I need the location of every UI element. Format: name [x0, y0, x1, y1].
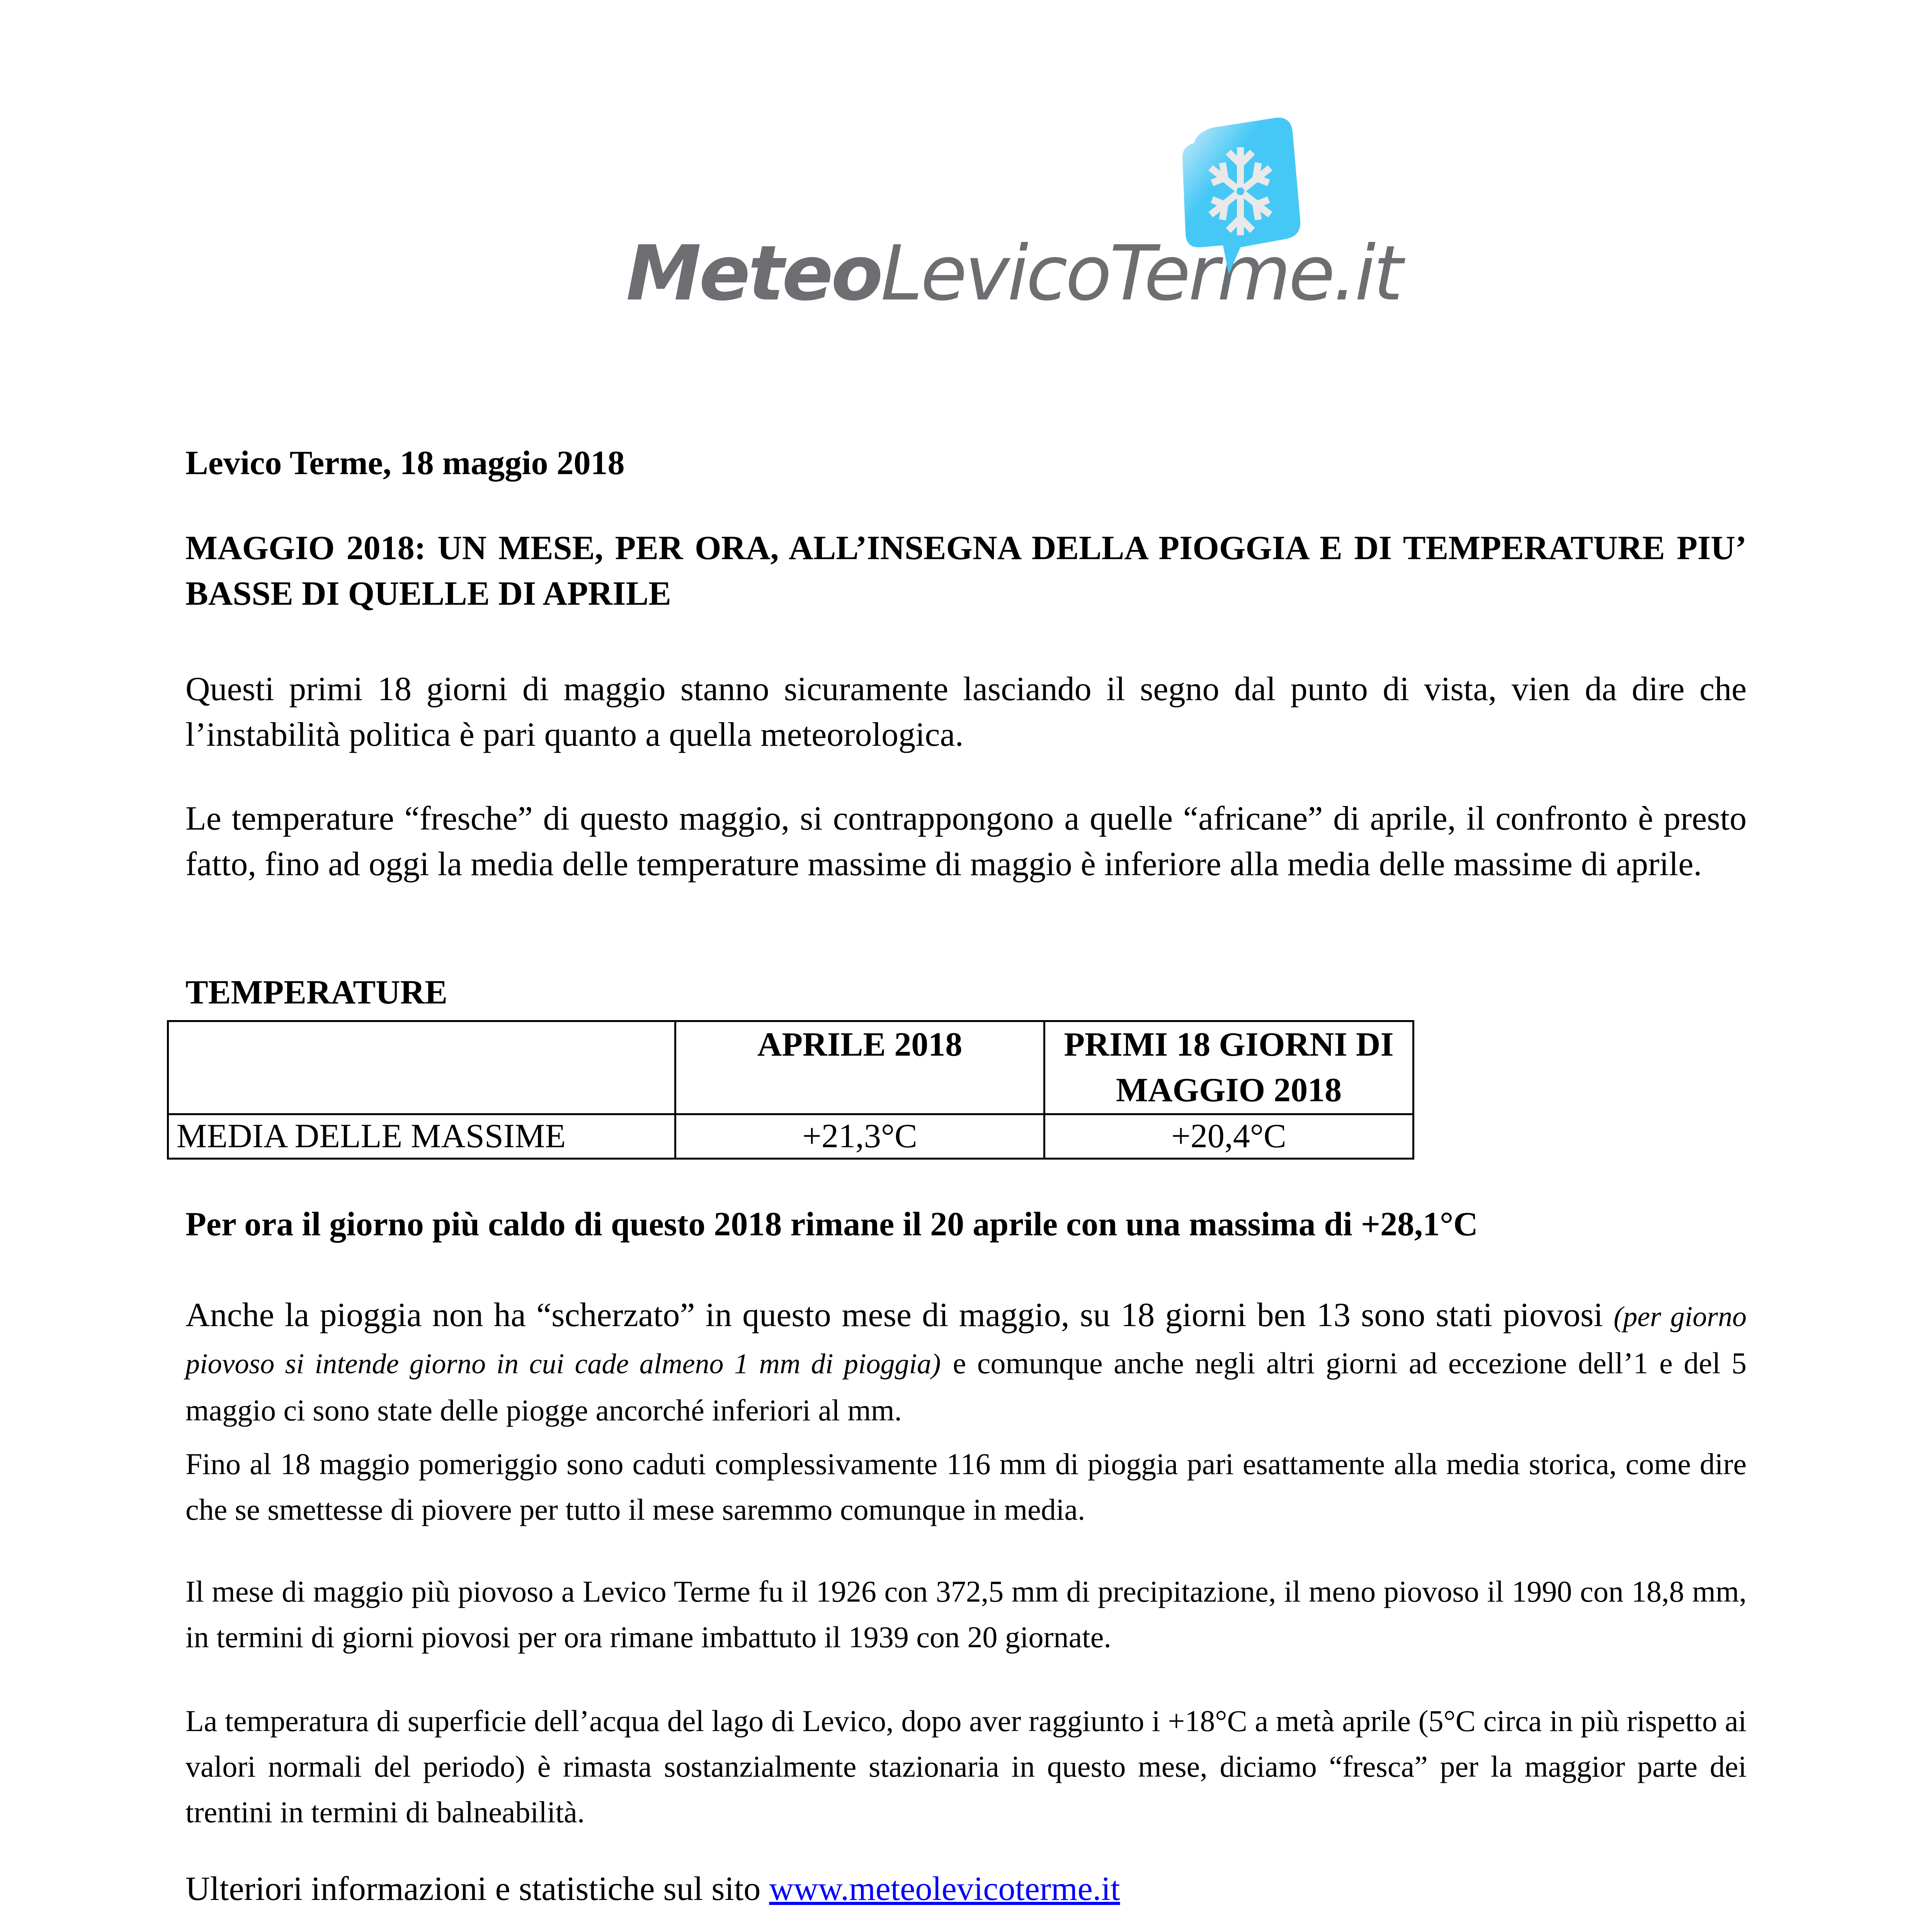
table-cell-april-value: +21,3°C [675, 1114, 1044, 1159]
table-row [168, 1114, 1414, 1159]
logo-text-bold: Meteo [626, 230, 881, 318]
logo-text-regular: LevicoTerme.it [881, 230, 1401, 318]
more-info-line [185, 1866, 1747, 1912]
hottest-day-statement: Per ora il giorno più caldo di questo 2018 rimane il 20 aprile con una massima di +28,1°C [185, 1206, 1478, 1243]
lake-temperature-paragraph: La temperatura di superficie dell’acqua del lago di Levico, dopo aver raggiunto i +18°C a metà aprile (5°C circa in più rispetto ai valori normali del periodo) è rimasta sostanzialmente stazionaria in questo mese, diciamo “fresca” per la maggior parte dei trentini in termini di balneabilità. [185, 1704, 1747, 1829]
table-header-row [168, 1021, 1414, 1114]
table-header-april: APRILE 2018 [675, 1021, 1044, 1114]
table-cell-may-value: +20,4°C [1044, 1114, 1414, 1159]
rain-rest: e comunque anche negli altri giorni ad eccezione dell’1 e del 5 maggio ci sono state delle piogge ancorché inferiori al mm. [185, 1346, 1747, 1427]
rain-total-paragraph: Fino al 18 maggio pomeriggio sono caduti complessivamente 116 mm di pioggia pari esattamente alla media storica, come dire che se smettesse di piovere per tutto il mese saremmo comunque in media. [185, 1447, 1747, 1526]
snowflake-speech-bubble-icon [1179, 116, 1302, 278]
rain-intro: Anche la pioggia non ha “scherzato” in questo mese di maggio, su 18 giorni ben 13 sono stati piovosi [185, 1296, 1603, 1334]
rain-records-paragraph: Il mese di maggio più piovoso a Levico Terme fu il 1926 con 372,5 mm di precipitazione, il meno piovoso il 1990 con 18,8 mm, in termini di giorni piovosi per ora rimane imbattuto il 1939 con 20 giornate. [185, 1575, 1747, 1654]
temperature-table [167, 1020, 1414, 1160]
date-line: Levico Terme, 18 maggio 2018 [185, 444, 625, 482]
site-logo [626, 108, 1401, 325]
table-header-empty [168, 1021, 675, 1114]
temperature-comparison-paragraph: Le temperature “fresche” di questo maggio, si contrappongono a quelle “africane” di aprile, il confronto è presto fatto, fino ad oggi la media delle temperature massime di maggio è inferiore alla media delle massime di aprile. [185, 800, 1747, 883]
temperature-section-heading: TEMPERATURE [185, 974, 447, 1011]
table-header-may: PRIMI 18 GIORNI DI MAGGIO 2018 [1044, 1021, 1414, 1114]
more-info-text: Ulteriori informazioni e statistiche sul sito [185, 1870, 761, 1908]
rain-definition-note: (per giorno piovoso si intende giorno in cui cade almeno 1 mm di pioggia) [185, 1301, 1747, 1380]
rain-paragraph [185, 1293, 1747, 1433]
website-link[interactable]: www.meteolevicoterme.it [769, 1870, 1120, 1908]
intro-paragraph: Questi primi 18 giorni di maggio stanno sicuramente lasciando il segno dal punto di vista, vien da dire che l’instabilità politica è pari quanto a quella meteorologica. [185, 670, 1747, 753]
headline: MAGGIO 2018: UN MESE, PER ORA, ALL’INSEGNA DELLA PIOGGIA E DI TEMPERATURE PIU’ BASSE DI QUELLE DI APRILE [185, 529, 1747, 612]
table-row-label: MEDIA DELLE MASSIME [168, 1114, 675, 1159]
